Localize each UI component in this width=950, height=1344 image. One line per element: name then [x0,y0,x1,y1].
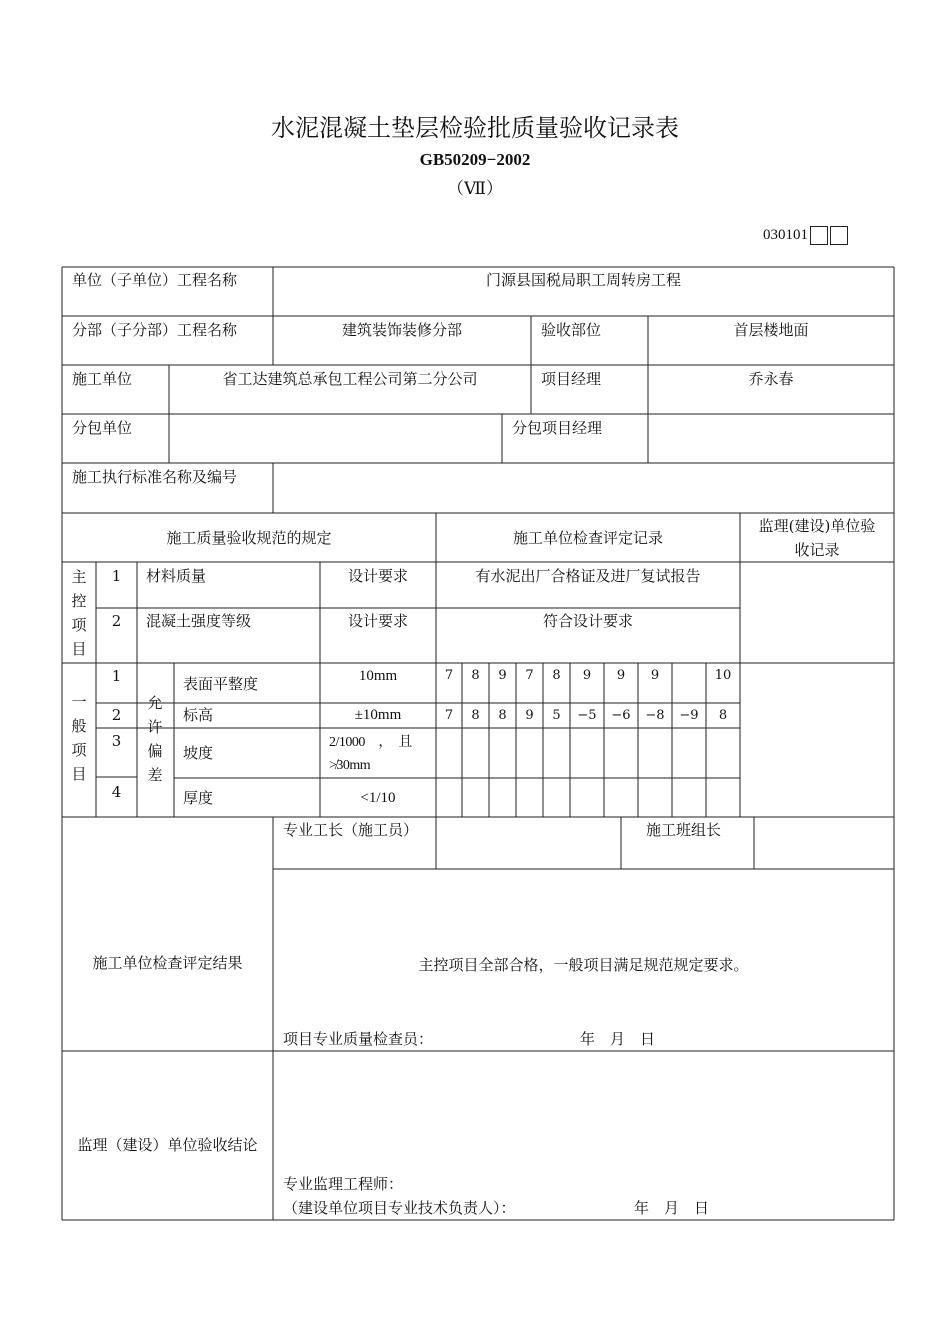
team-leader-field[interactable] [754,820,894,840]
general-items-label-4: 目 [71,765,87,783]
general-row-1-no: 1 [111,667,122,685]
main-items-label-2: 控 [71,592,87,610]
general-row-3-no: 3 [111,732,122,750]
general-row-2-no: 2 [111,706,122,724]
code-checkbox-1[interactable] [810,226,828,245]
measurement-cell-r2-c8[interactable]: −8 [645,708,665,723]
measurement-cell-r1-c8[interactable]: 9 [650,668,660,683]
division-label: 分部（子分部）工程名称 [72,321,238,339]
supervision-date[interactable]: 年 月 日 [634,1199,710,1217]
measurement-cell-r2-c10[interactable]: 8 [718,708,728,723]
general-row-3-item: 坡度 [183,744,214,762]
measurement-cell-r1-c10[interactable]: 10 [714,668,732,683]
main-row-1-record[interactable]: 有水泥出厂合格证及进厂复试报告 [475,567,701,585]
form-title: 水泥混凝土垫层检验批质量验收记录表 [271,114,679,142]
tolerance-label-2: 许 [147,718,163,736]
general-row-4-req: <1/10 [360,790,396,806]
contractor-field[interactable]: 省工达建筑总承包工程公司第二分公司 [222,370,478,388]
measurement-cell-r2-c5[interactable]: 5 [552,708,561,723]
foreman-field[interactable] [436,820,621,840]
measurement-cell-r2-c7[interactable]: −6 [611,708,631,723]
quality-inspector-label: 项目专业质量检查员： [283,1030,434,1048]
sub-pm-label: 分包项目经理 [512,419,603,437]
sub-pm-field[interactable] [648,418,894,438]
subcontractor-label: 分包单位 [72,419,133,437]
team-leader-label: 施工班组长 [646,821,722,839]
general-items-label-3: 项 [71,741,87,759]
main-row-2-no: 2 [111,612,122,630]
form-code [763,226,848,245]
check-record-header: 施工单位检查评定记录 [512,529,663,547]
general-items-label-1: 一 [71,693,87,711]
measurement-cell-r1-c7[interactable]: 9 [616,668,626,683]
measurement-cell-r1-c4[interactable]: 7 [525,668,534,683]
measurement-cell-r2-c2[interactable]: 8 [471,708,480,723]
inspection-part-field[interactable]: 首层楼地面 [733,321,809,339]
general-row-4-no: 4 [111,783,122,801]
project-manager-label: 项目经理 [541,370,602,388]
measurement-cell-r2-c9[interactable]: −9 [679,708,699,723]
general-row-3-req-line2: ≯30mm [329,758,371,773]
general-row-1-req: 10mm [358,668,398,684]
main-items-label-3: 项 [71,616,87,634]
measurement-cell-r2-c3[interactable]: 8 [498,708,507,723]
supervision-label: 监理（建设）单位验收结论 [77,1136,258,1154]
contractor-label: 施工单位 [72,370,133,388]
general-row-1-item: 表面平整度 [183,675,259,693]
measurement-cell-r1-c1[interactable]: 7 [444,668,454,683]
measurement-cell-r1-c5[interactable]: 8 [552,668,561,683]
general-row-2-item: 标高 [183,706,214,724]
general-row-2-req: ±10mm [354,707,402,723]
measurement-cell-r1-c6[interactable]: 9 [582,668,592,683]
subcontractor-field[interactable] [169,418,502,438]
supervision-engineer-label: 专业监理工程师： [283,1175,404,1193]
spec-header: 施工质量验收规范的规定 [166,529,332,547]
owner-representative-label: （建设单位项目专业技术负责人）： [283,1199,516,1217]
result-label: 施工单位检查评定结果 [92,954,243,972]
main-row-2-record[interactable]: 符合设计要求 [542,612,633,630]
measurement-cell-r2-c1[interactable]: 7 [444,708,454,723]
form-subtitle: （Ⅶ） [447,179,503,199]
inspection-date[interactable]: 年 月 日 [580,1030,656,1048]
code-checkbox-2[interactable] [830,226,848,245]
general-row-3-req-line1: 2/1000 ， 且 [329,735,412,750]
main-items-label-1: 主 [71,568,87,586]
inspection-part-label: 验收部位 [541,321,602,339]
main-items-label-4: 目 [71,640,87,658]
supervision-header-line1: 监理(建设)单位验 [758,517,876,535]
measurement-cell-r1-c2[interactable]: 8 [471,668,480,683]
main-row-2-item: 混凝土强度等级 [146,612,252,630]
standard-code: GB50209−2002 [419,150,531,169]
main-row-1-no: 1 [111,567,122,585]
main-row-2-req: 设计要求 [347,612,408,630]
measurement-cell-r1-c3[interactable]: 9 [498,668,507,683]
main-row-1-req: 设计要求 [347,567,408,585]
measurement-cell-r2-c6[interactable]: −5 [577,708,597,723]
supervision-header-line2: 收记录 [794,541,840,559]
division-field[interactable]: 建筑装饰装修分部 [341,321,462,339]
project-manager-field[interactable]: 乔永春 [748,370,794,388]
standard-label: 施工执行标准名称及编号 [72,468,238,486]
standard-field[interactable] [273,467,894,487]
tolerance-label-3: 偏 [147,742,163,760]
main-row-1-item: 材料质量 [146,567,207,585]
general-items-label-2: 般 [71,717,87,735]
form-code-text: 030101 [763,227,808,243]
tolerance-label-4: 差 [147,766,163,784]
result-conclusion[interactable]: 主控项目全部合格，一般项目满足规范规定要求。 [418,956,749,974]
foreman-label: 专业工长（施工员） [283,821,419,839]
general-row-4-item: 厚度 [183,789,214,807]
project-name-field[interactable]: 门源县国税局职工周转房工程 [485,271,681,289]
project-name-label: 单位（子单位）工程名称 [72,271,238,289]
tolerance-label-1: 允 [147,694,163,712]
measurement-cell-r2-c4[interactable]: 9 [525,708,534,723]
